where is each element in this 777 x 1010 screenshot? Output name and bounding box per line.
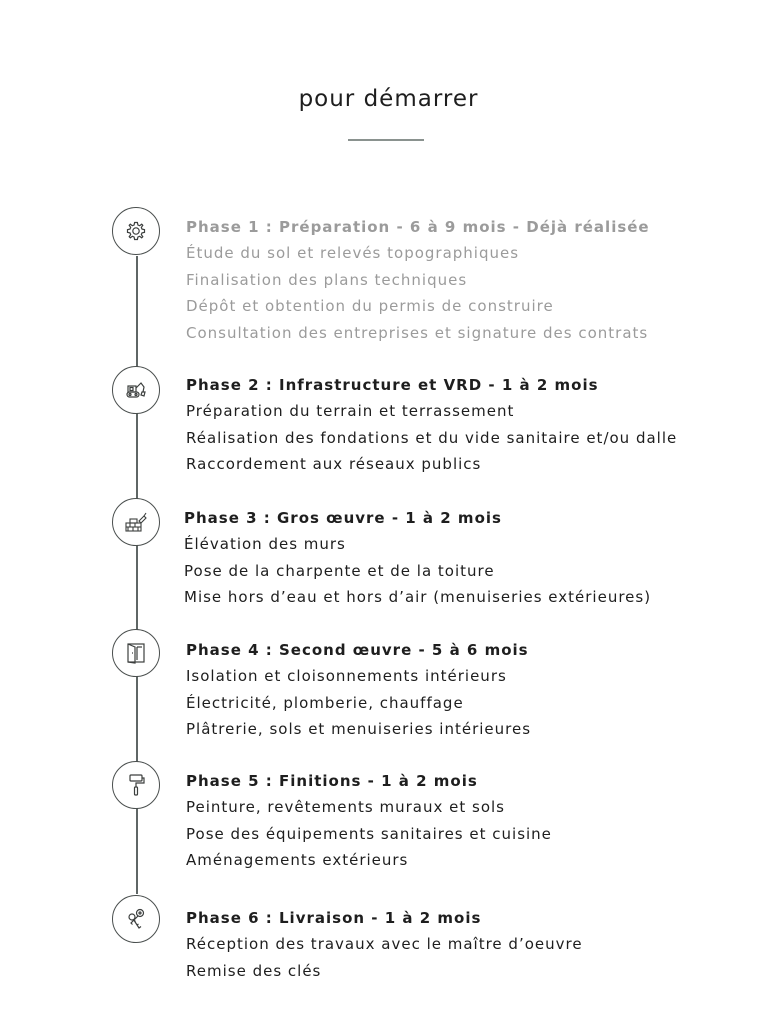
phase-4 [186, 640, 531, 746]
phase-2 [186, 375, 677, 481]
excavator-icon [112, 366, 160, 414]
phase-title: Phase 3 : Gros œuvre - 1 à 2 mois [184, 509, 502, 527]
phase-item: Réception des travaux avec le maître d’oeuvre [186, 935, 583, 953]
door-icon [112, 629, 160, 677]
paint-roller-icon [112, 761, 160, 809]
phase-title: Phase 4 : Second œuvre - 5 à 6 mois [186, 641, 529, 659]
phase-item: Réalisation des fondations et du vide sanitaire et/ou dalle [186, 428, 678, 447]
phase-title: Phase 2 : Infrastructure et VRD - 1 à 2 mois [186, 376, 599, 394]
phase-item: Préparation du terrain et terrassement [186, 402, 515, 420]
phase-item: Raccordement aux réseaux publics [186, 455, 482, 473]
phase-item: Consultation des entreprises et signature des contrats [186, 323, 649, 342]
phase-title: Phase 1 : Préparation - 6 à 9 mois - Déjà réalisée [186, 218, 650, 236]
phase-item: Étude du sol et relevés topographiques [186, 244, 520, 262]
phase-6 [186, 908, 583, 987]
phase-item: Isolation et cloisonnements intérieurs [186, 667, 507, 685]
brick-wall-icon [112, 498, 160, 546]
phase-item: Peinture, revêtements muraux et sols [186, 798, 505, 816]
title-divider [348, 139, 424, 141]
phase-item: Pose de la charpente et de la toiture [184, 561, 495, 580]
phase-item: Remise des clés [186, 961, 322, 980]
phase-title: Phase 5 : Finitions - 1 à 2 mois [186, 772, 478, 790]
phase-3 [184, 508, 651, 614]
phase-5 [186, 771, 552, 877]
phase-title: Phase 6 : Livraison - 1 à 2 mois [186, 909, 482, 927]
phase-item: Élévation des murs [184, 535, 346, 553]
phase-1 [186, 217, 650, 349]
phase-item: Plâtrerie, sols et menuiseries intérieures [186, 720, 532, 738]
keys-icon [112, 895, 160, 943]
gear-icon [112, 207, 160, 255]
phase-item: Dépôt et obtention du permis de construire [186, 297, 554, 315]
phase-item: Mise hors d’eau et hors d’air (menuiseries extérieures) [184, 588, 652, 606]
phase-item: Finalisation des plans techniques [186, 270, 468, 289]
phase-item: Électricité, plomberie, chauffage [186, 693, 464, 712]
phase-item: Pose des équipements sanitaires et cuisine [186, 824, 552, 843]
phase-item: Aménagements extérieurs [186, 851, 409, 869]
page-title: pour démarrer [298, 86, 479, 112]
